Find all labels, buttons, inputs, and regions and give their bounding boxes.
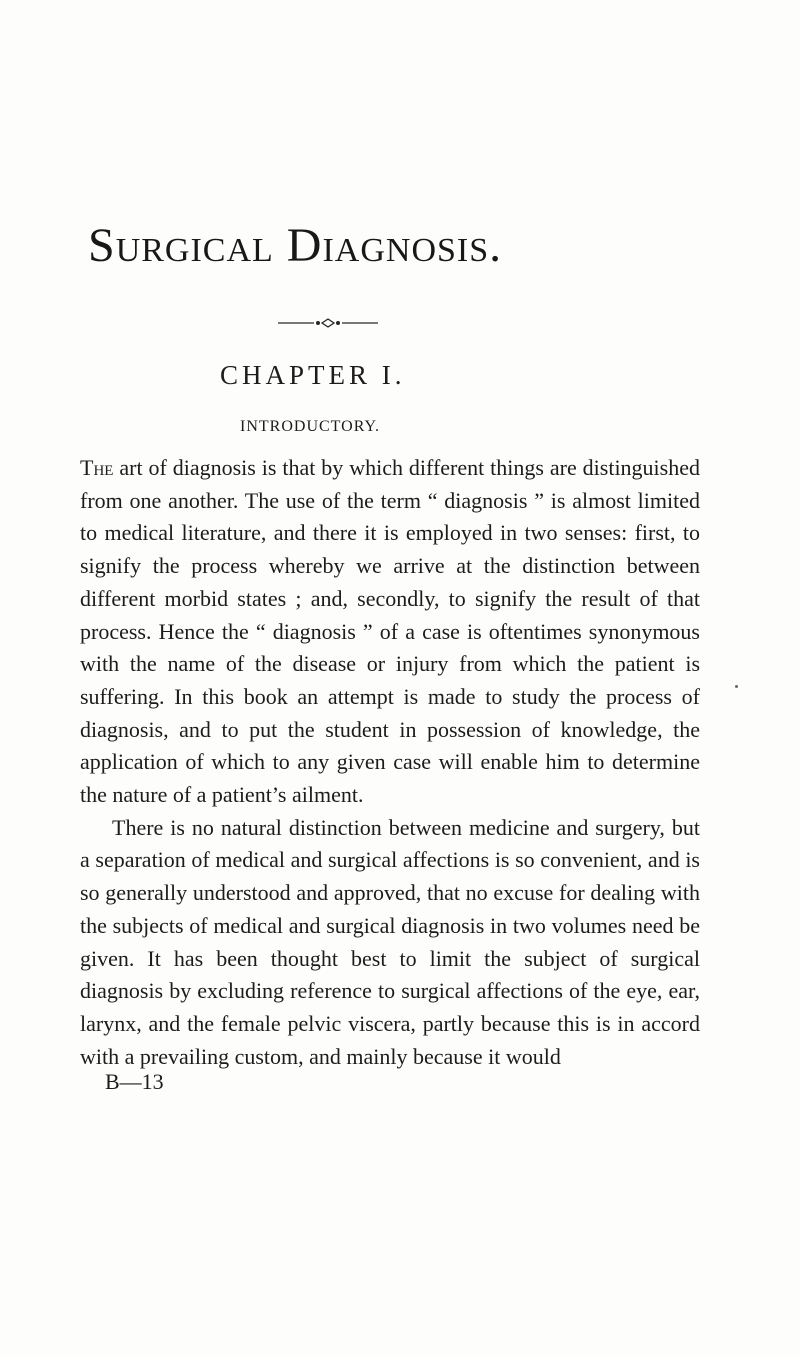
ornament-divider	[278, 318, 378, 328]
paragraph-1	[80, 452, 700, 812]
chapter-heading: CHAPTER I.	[220, 360, 406, 390]
body-text	[80, 452, 700, 1073]
chapter-subheading: INTRODUCTORY.	[240, 418, 380, 435]
paragraph-2: There is no natural distinction between medicine and surgery, but a separation of medical and surgical affections is so convenient, and is so generally understood and approved, that no excuse for dealing with the subjects of medical and surgical diagnosis in two volumes need be given. It has been thought best to limit the subject of surgical diagnosis by excluding reference to surgical affections of the eye, ear, larynx, and the female pelvic viscera, partly because this is in accord with a prevailing custom, and mainly because it would	[80, 814, 700, 1069]
signature-mark: B—13	[105, 1069, 164, 1094]
paragraph-1-text: art of diagnosis is that by which different things are distinguished from one another. The use of the term “ diagnosis ” is almost limited to medical literature, and there it is employed in two senses: first, to signify the process whereby we arrive at the distinction between different morbid states ; and, secondly, to signify the result of that process. Hence the “ diagnosis ” of a case is oftentimes synonymous with the name of the disease or injury from which the patient is suffering. In this book an attempt is made to study the process of diagnosis, and to put the student in possession of knowledge, the application of which to any given case will enable him to determine the nature of a patient’s ailment.	[80, 455, 700, 808]
paragraph-first-word: The	[80, 455, 114, 480]
margin-dot	[735, 685, 738, 688]
book-title: Surgical Diagnosis.	[88, 219, 503, 272]
